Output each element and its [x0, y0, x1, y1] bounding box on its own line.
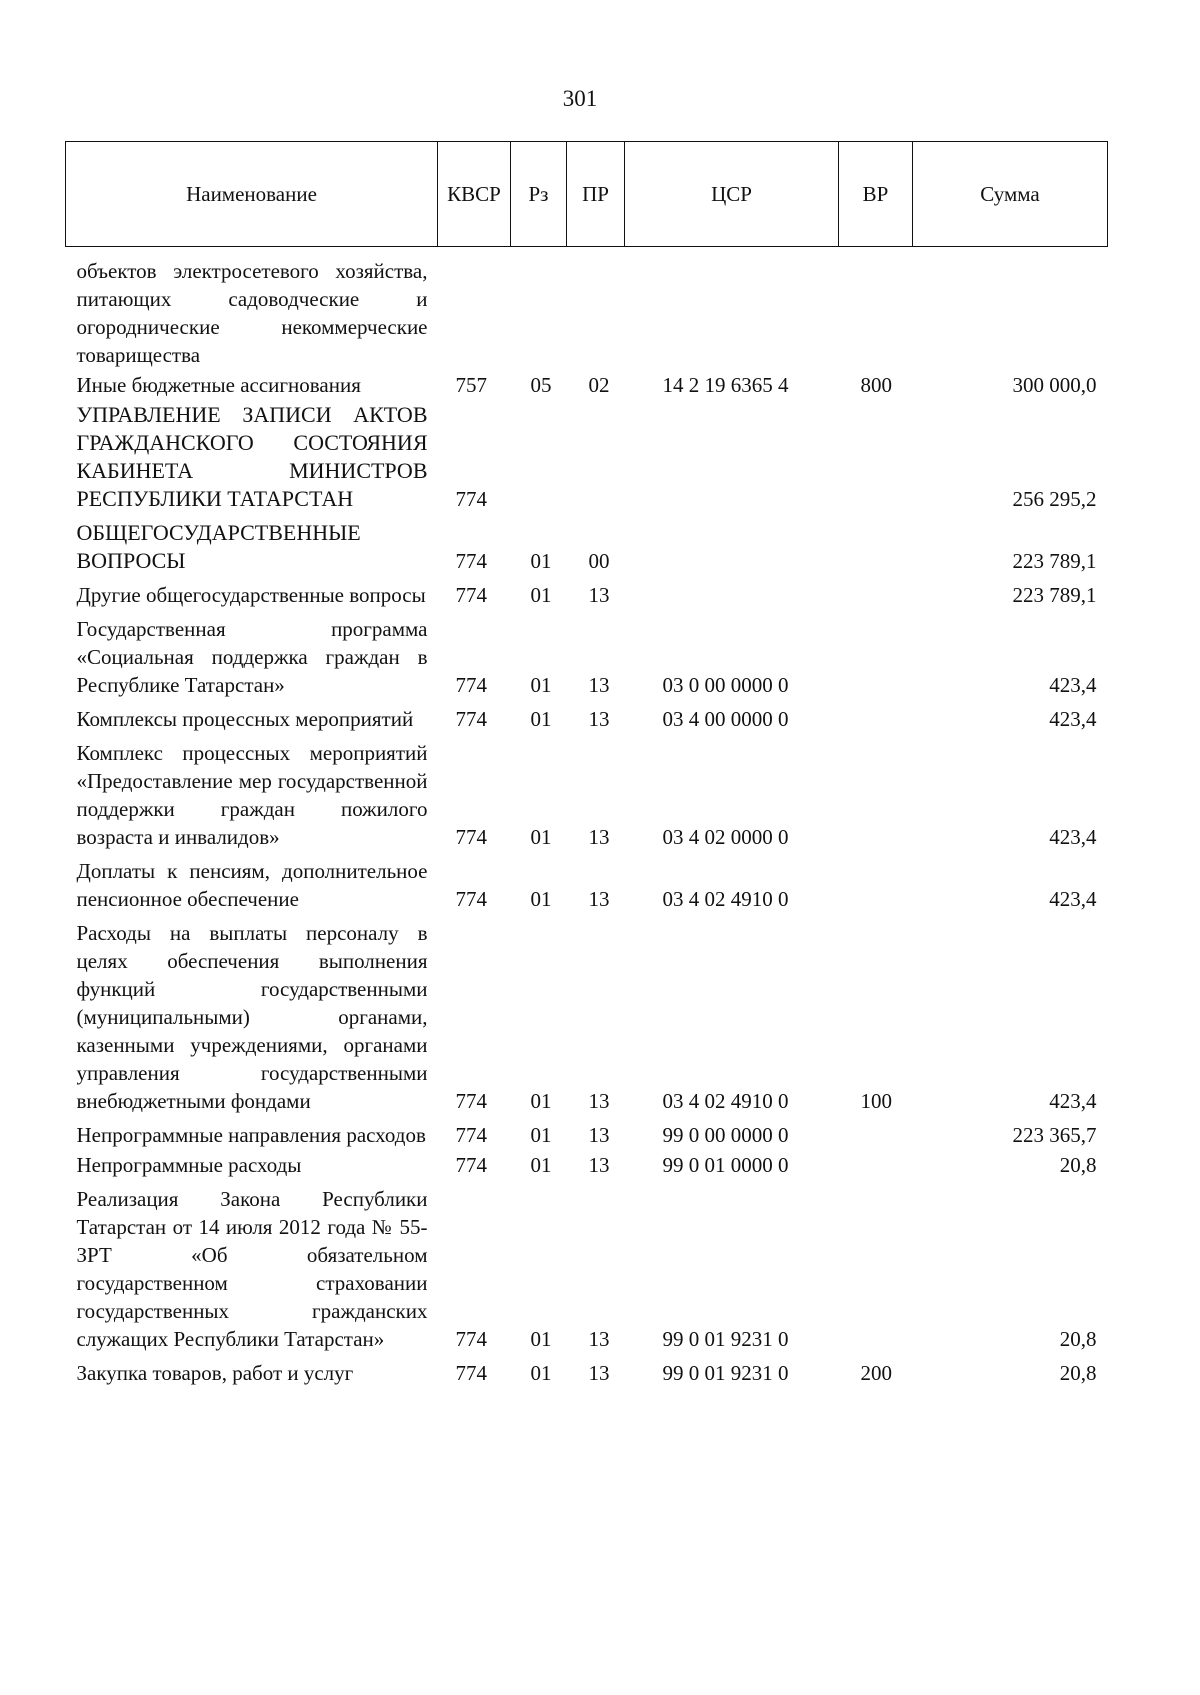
cell-pr: [567, 401, 625, 515]
cell-rz: 01: [530, 1123, 552, 1147]
cell-name: Реализация Закона Республики Татарстан от 14 июля 2012 года № 55-ЗРТ «Об обязательном государственном страховании государственных гражданских служащих Республики Татарстан»: [76, 1187, 428, 1351]
table-row: [66, 1355, 1108, 1389]
cell-name: Расходы на выплаты персоналу в целях обеспечения выполнения функций государственными (муниципальными) органами, казенными учреждениями, органами управления государственными внебюджетными фондами: [76, 921, 428, 1113]
cell-sum: 256 295,2: [1012, 487, 1097, 511]
cell-vr: [839, 577, 913, 611]
table-row: [66, 1117, 1108, 1151]
cell-kvsr: [438, 247, 511, 372]
cell-sum: 223 789,1: [1012, 583, 1097, 607]
cell-rz: 01: [530, 549, 552, 573]
column-header-csr: ЦСР: [625, 142, 839, 247]
cell-csr: 03 0 00 0000 0: [662, 673, 789, 697]
cell-name: УПРАВЛЕНИЕ ЗАПИСИ АКТОВ ГРАЖДАНСКОГО СОСТОЯНИЯ КАБИНЕТА МИНИСТРОВ РЕСПУБЛИКИ ТАТАРСТАН: [76, 402, 428, 511]
cell-kvsr: 774: [455, 1327, 487, 1351]
cell-csr: [625, 247, 839, 372]
cell-csr: [625, 515, 839, 577]
cell-kvsr: 774: [455, 1361, 487, 1385]
cell-sum: 20,8: [1059, 1327, 1097, 1351]
cell-pr: 13: [588, 583, 610, 607]
column-header-rz: Рз: [511, 142, 567, 247]
cell-sum: 223 365,7: [1012, 1123, 1097, 1147]
table-row: [66, 735, 1108, 853]
cell-vr: [839, 1181, 913, 1355]
cell-kvsr: 774: [455, 583, 487, 607]
cell-pr: 13: [588, 673, 610, 697]
cell-csr: 03 4 02 0000 0: [662, 825, 789, 849]
column-header-pr: ПР: [567, 142, 625, 247]
cell-name: Непрограммные направления расходов: [76, 1123, 426, 1147]
cell-vr: [839, 611, 913, 701]
cell-sum: 300 000,0: [1012, 373, 1097, 397]
cell-sum: [913, 247, 1108, 372]
cell-rz: 01: [530, 825, 552, 849]
cell-sum: 423,4: [1049, 887, 1097, 911]
cell-vr: [839, 401, 913, 515]
table-row: [66, 371, 1108, 401]
cell-csr: [625, 577, 839, 611]
table-row: [66, 577, 1108, 611]
cell-vr: [839, 701, 913, 735]
cell-csr: 03 4 02 4910 0: [662, 887, 789, 911]
cell-kvsr: 774: [455, 887, 487, 911]
cell-pr: 13: [588, 1361, 610, 1385]
cell-rz: 01: [530, 673, 552, 697]
table-row: [66, 515, 1108, 577]
cell-csr: 99 0 00 0000 0: [662, 1123, 789, 1147]
table-row: [66, 247, 1108, 372]
cell-sum: 423,4: [1049, 1089, 1097, 1113]
cell-csr: 99 0 01 9231 0: [662, 1327, 789, 1351]
cell-pr: 02: [588, 373, 610, 397]
cell-kvsr: 774: [455, 549, 487, 573]
cell-vr: [839, 515, 913, 577]
column-header-name: Наименование: [66, 142, 438, 247]
cell-csr: 99 0 01 0000 0: [662, 1153, 789, 1177]
cell-name: Комплексы процессных мероприятий: [76, 707, 414, 731]
table-body: [66, 247, 1108, 1390]
cell-csr: 03 4 02 4910 0: [662, 1089, 789, 1113]
cell-sum: 423,4: [1049, 825, 1097, 849]
cell-kvsr: 774: [455, 1153, 487, 1177]
column-header-vr: ВР: [839, 142, 913, 247]
cell-kvsr: 757: [455, 373, 487, 397]
cell-vr: [839, 1117, 913, 1151]
column-header-kvsr: КВСР: [438, 142, 511, 247]
cell-pr: 13: [588, 825, 610, 849]
cell-csr: 14 2 19 6365 4: [662, 373, 789, 397]
cell-kvsr: 774: [455, 1123, 487, 1147]
table-row: [66, 1151, 1108, 1181]
cell-rz: [511, 247, 567, 372]
cell-pr: 13: [588, 1123, 610, 1147]
cell-vr: [839, 853, 913, 915]
cell-sum: 20,8: [1059, 1153, 1097, 1177]
cell-sum: 20,8: [1059, 1361, 1097, 1385]
table-header: [66, 142, 1108, 247]
table-row: [66, 701, 1108, 735]
cell-pr: 00: [588, 549, 610, 573]
table-row: [66, 1181, 1108, 1355]
cell-sum: 223 789,1: [1012, 549, 1097, 573]
cell-sum: 423,4: [1049, 707, 1097, 731]
table-row: [66, 401, 1108, 515]
cell-vr: 800: [860, 373, 892, 397]
cell-rz: 01: [530, 887, 552, 911]
cell-rz: 01: [530, 707, 552, 731]
cell-rz: 01: [530, 1327, 552, 1351]
cell-name: Доплаты к пенсиям, дополнительное пенсионное обеспечение: [76, 859, 428, 911]
cell-vr: [839, 735, 913, 853]
cell-pr: 13: [588, 1089, 610, 1113]
cell-rz: 05: [530, 373, 552, 397]
cell-pr: 13: [588, 707, 610, 731]
cell-name: Непрограммные расходы: [76, 1153, 302, 1177]
cell-name: Комплекс процессных мероприятий «Предоставление мер государственной поддержки граждан пожилого возраста и инвалидов»: [76, 741, 428, 849]
cell-rz: 01: [530, 1153, 552, 1177]
cell-rz: [511, 401, 567, 515]
cell-name: Другие общегосударственные вопросы: [76, 583, 426, 607]
table-row: [66, 611, 1108, 701]
cell-vr: 100: [860, 1089, 892, 1113]
cell-vr: [839, 1151, 913, 1181]
cell-rz: 01: [530, 583, 552, 607]
cell-name: Закупка товаров, работ и услуг: [76, 1361, 354, 1385]
cell-csr: 03 4 00 0000 0: [662, 707, 789, 731]
cell-kvsr: 774: [455, 487, 487, 511]
cell-kvsr: 774: [455, 673, 487, 697]
cell-pr: 13: [588, 887, 610, 911]
cell-vr: 200: [860, 1361, 892, 1385]
cell-pr: 13: [588, 1327, 610, 1351]
cell-name: ОБЩЕГОСУДАРСТВЕННЫЕ ВОПРОСЫ: [76, 520, 361, 573]
cell-pr: 13: [588, 1153, 610, 1177]
cell-kvsr: 774: [455, 707, 487, 731]
cell-csr: 99 0 01 9231 0: [662, 1361, 789, 1385]
cell-kvsr: 774: [455, 825, 487, 849]
budget-table: [65, 141, 1108, 1389]
cell-pr: [567, 247, 625, 372]
table-row: [66, 915, 1108, 1117]
cell-kvsr: 774: [455, 1089, 487, 1113]
cell-vr: [839, 247, 913, 372]
cell-name: Государственная программа «Социальная поддержка граждан в Республике Татарстан»: [76, 617, 428, 697]
cell-rz: 01: [530, 1089, 552, 1113]
cell-name: Иные бюджетные ассигнования: [76, 373, 361, 397]
page-number: 301: [562, 86, 598, 111]
cell-rz: 01: [530, 1361, 552, 1385]
cell-csr: [625, 401, 839, 515]
cell-sum: 423,4: [1049, 673, 1097, 697]
column-header-sum: Сумма: [913, 142, 1108, 247]
table-row: [66, 853, 1108, 915]
cell-name: объектов электросетевого хозяйства, питающих садоводческие и огороднические некоммерческие товарищества: [76, 259, 428, 367]
